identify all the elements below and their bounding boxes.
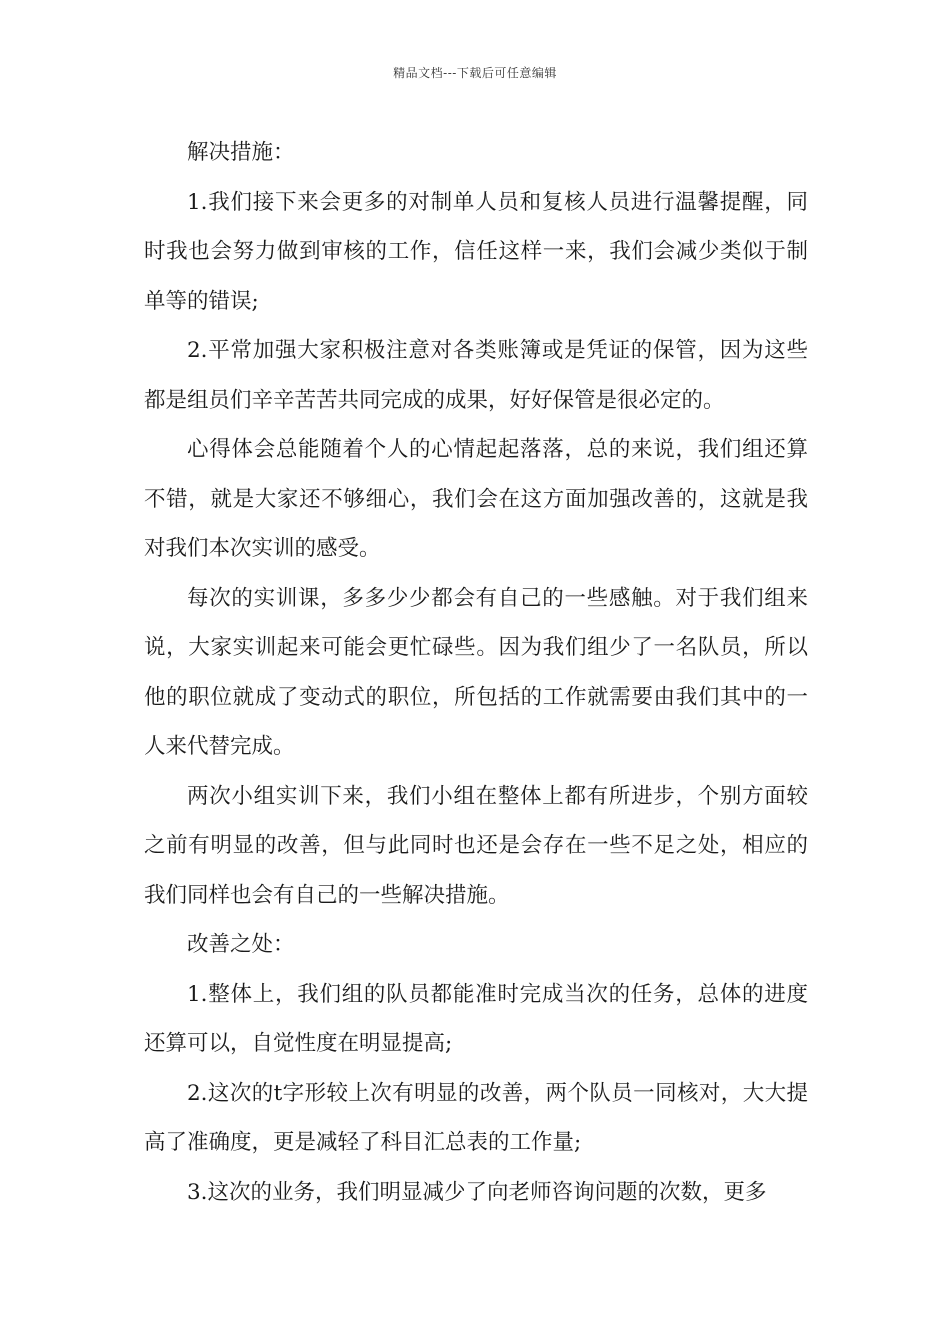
paragraph-improvement-1: 1.整体上，我们组的队员都能准时完成当次的任务，总体的进度还算可以，自觉性度在明显提高; [144,981,808,1056]
paragraph-training-feelings: 每次的实训课，多多少少都会有自己的一些感触。对于我们组来说，大家实训起来可能会更忙碌些。因为我们组少了一名队员，所以他的职位就成了变动式的职位，所包括的工作就需要由我们其中的一人来代替完成。 [144,585,808,759]
page-header: 精品文档---下载后可任意编辑 [393,66,557,80]
paragraph-solutions-heading: 解决措施： [187,140,295,165]
document-body [144,128,808,1217]
paragraph-solution-1: 1.我们接下来会更多的对制单人员和复核人员进行温馨提醒，同时我也会努力做到审核的工作，信任这样一来，我们会减少类似于制单等的错误; [144,189,808,314]
paragraph-reflection: 心得体会总能随着个人的心情起起落落，总的来说，我们组还算不错，就是大家还不够细心，我们会在这方面加强改善的，这就是我对我们本次实训的感受。 [144,437,808,561]
paragraph-solution-2: 2.平常加强大家积极注意对各类账簿或是凭证的保管，因为这些都是组员们辛辛苦苦共同完成的成果，好好保管是很必定的。 [144,338,808,413]
paragraph-improvement-2: 2.这次的t字形较上次有明显的改善，两个队员一同核对，大大提高了准确度，更是减轻了科目汇总表的工作量; [144,1080,808,1155]
paragraph-improvements-heading: 改善之处： [187,932,295,957]
paragraph-improvement-3: 3.这次的业务，我们明显减少了向老师咨询问题的次数，更多 [187,1179,767,1205]
paragraph-progress: 两次小组实训下来，我们小组在整体上都有所进步，个别方面较之前有明显的改善，但与此同时也还是会存在一些不足之处，相应的我们同样也会有自己的一些解决措施。 [144,783,808,908]
